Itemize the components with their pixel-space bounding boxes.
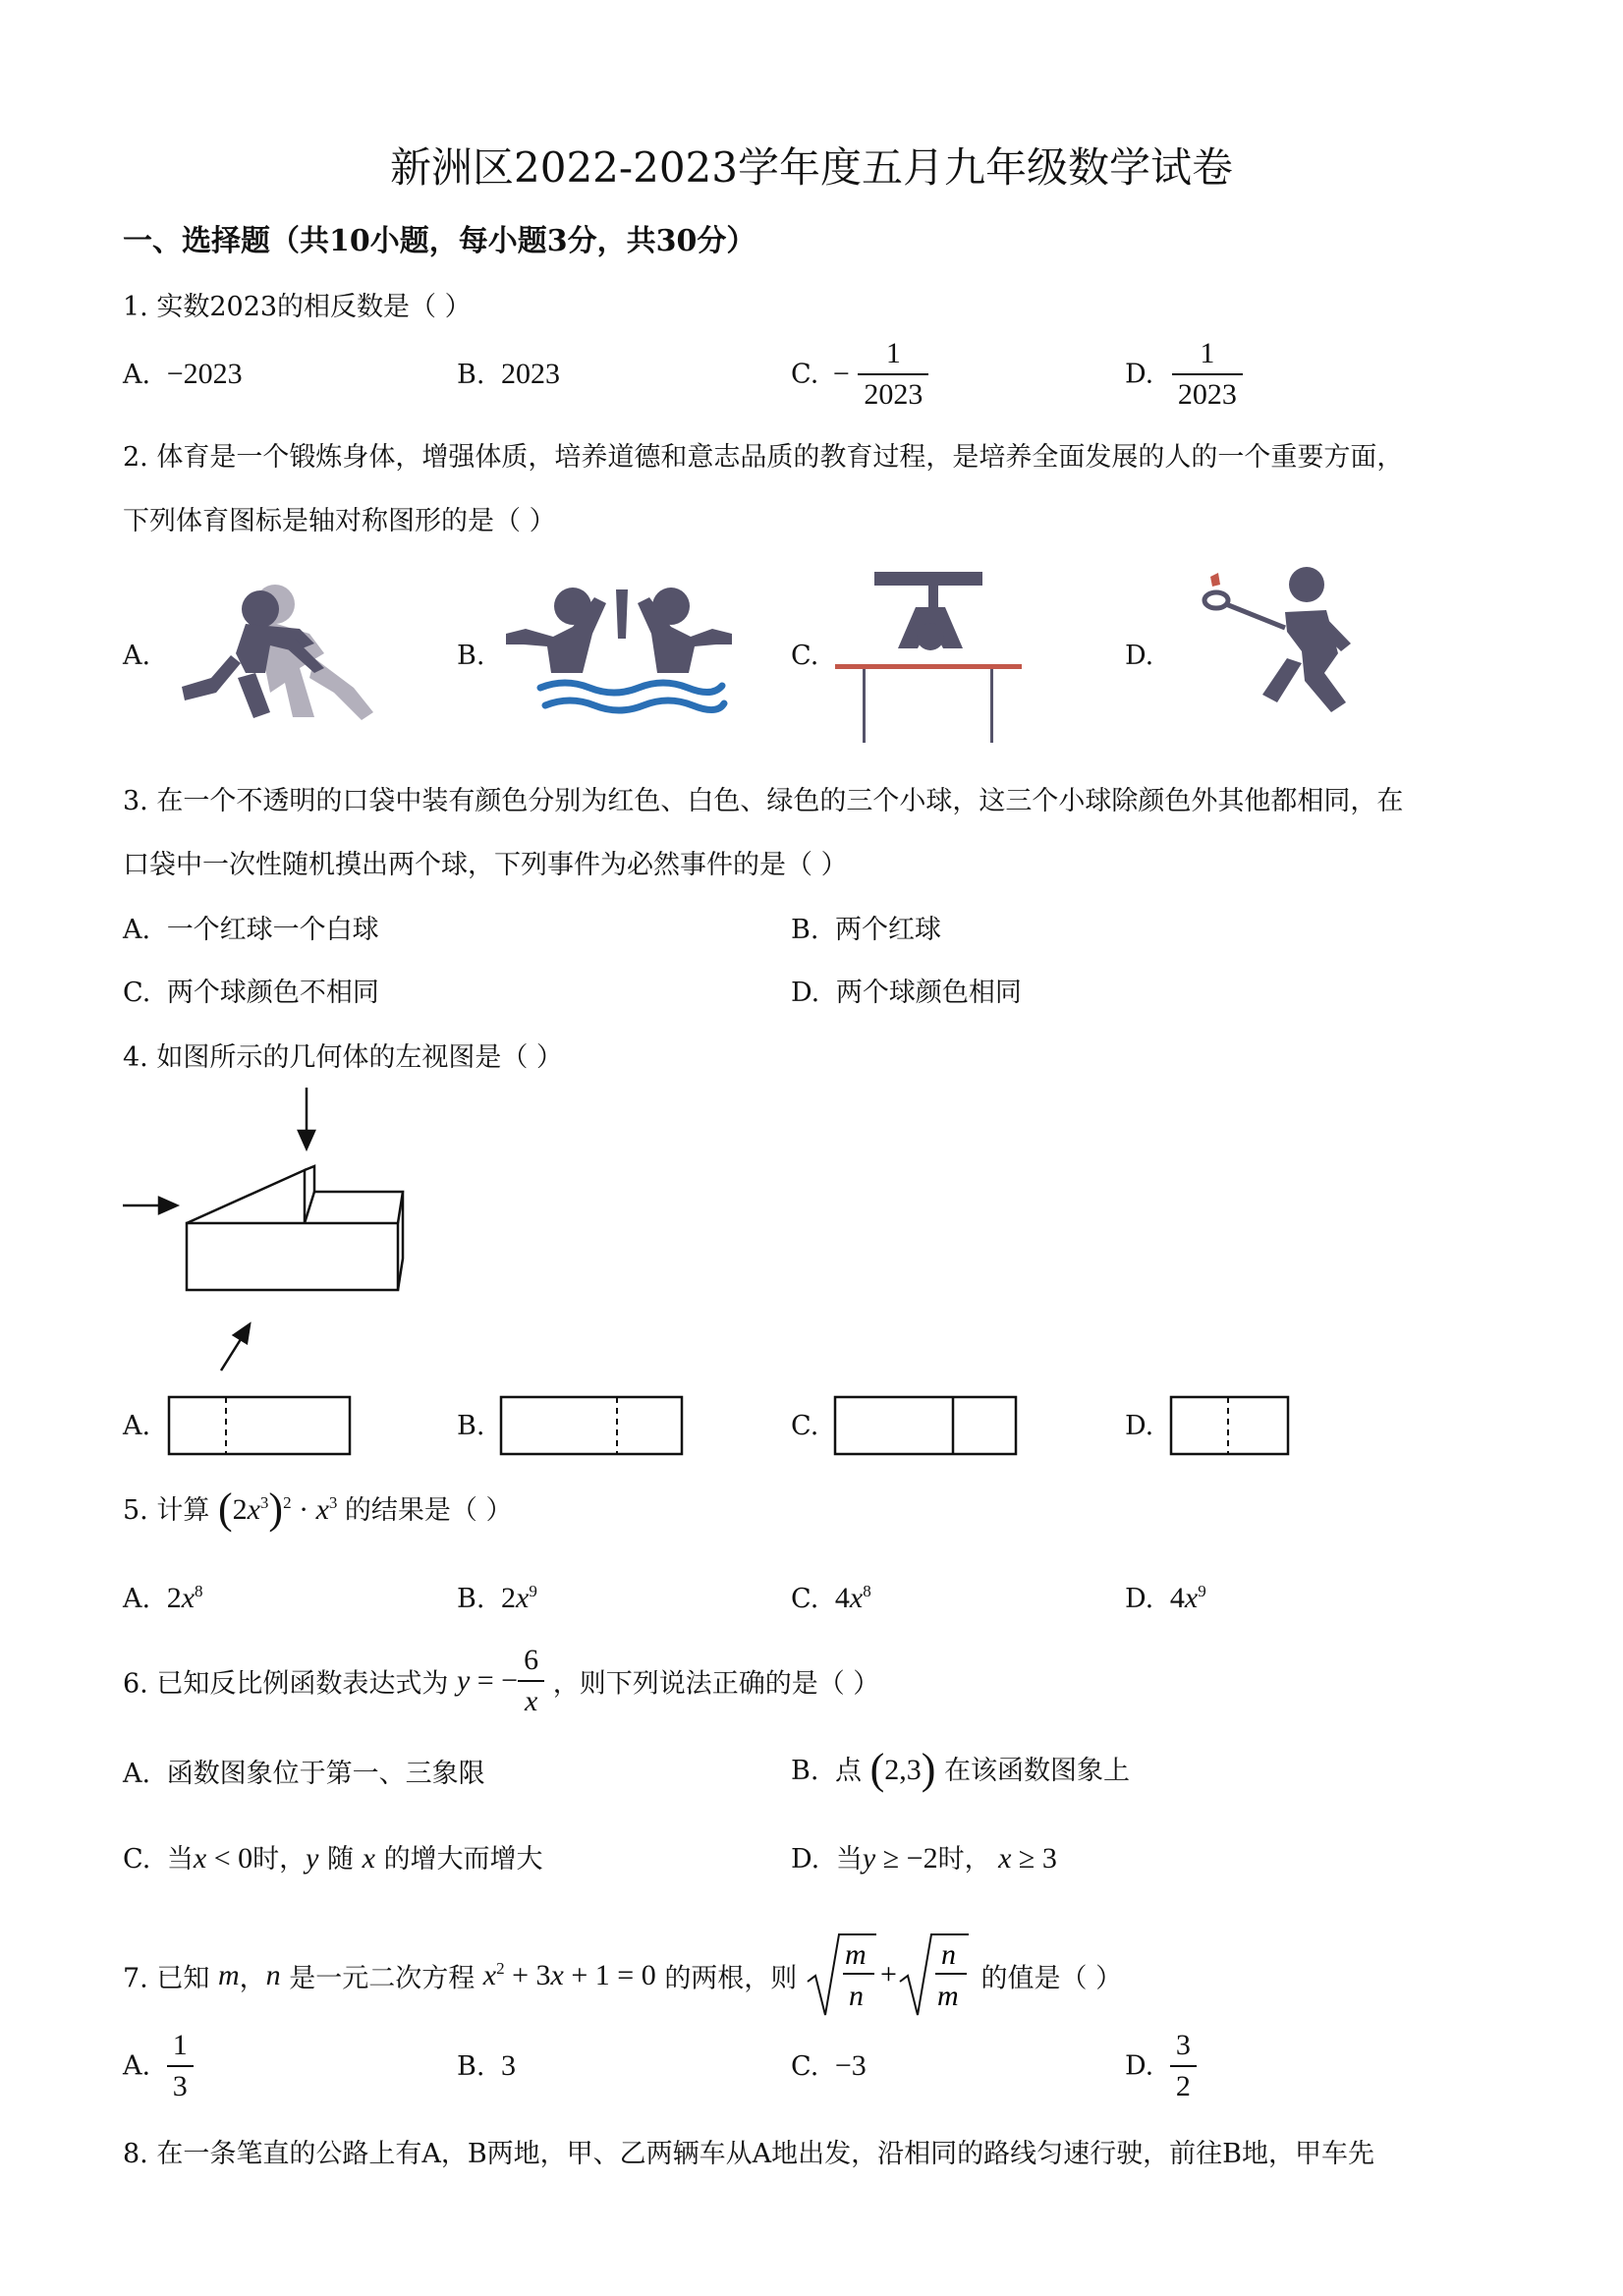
option-label: A.: [123, 1584, 151, 1614]
denominator: x: [524, 1685, 538, 1717]
denominator: 2023: [864, 378, 923, 411]
q2-option-b-label[interactable]: B.: [457, 641, 485, 671]
question-1-stem: 1. 实数2023的相反数是（ ）: [123, 292, 472, 322]
question-7-stem: 7. 已知 m，n 是一元二次方程 $x^2 + 3x + 1 = 0$ 的两根，则 m n + n m 的值是（ ）: [123, 1931, 1122, 2021]
stem-prefix: 6. 已知反比例函数表达式为: [123, 1668, 449, 1700]
q7-option-b[interactable]: [457, 2049, 516, 2083]
point: (2,3): [869, 1745, 936, 1793]
q5-option-c[interactable]: C. $4x^8$: [791, 1582, 871, 1614]
question-6-stem: [123, 1641, 879, 1721]
option-value: 2023: [501, 358, 561, 390]
q6-option-c[interactable]: C. 当x < 0时，y 随 x 的增大而增大: [123, 1842, 543, 1875]
q4-option-d-label[interactable]: D.: [1125, 1411, 1154, 1441]
question-2-stem-line2: 下列体育图标是轴对称图形的是（ ）: [123, 506, 556, 536]
denominator: 2: [1175, 2070, 1191, 2102]
page-title: 新洲区2022-2023学年度五月九年级数学试卷: [390, 143, 1233, 192]
numerator: 1: [858, 334, 928, 375]
badminton-icon[interactable]: [1169, 565, 1405, 732]
q6-option-a[interactable]: [123, 1752, 485, 1790]
question-3-stem-line1: 3. 在一个不透明的口袋中装有颜色分别为红色、白色、绿色的三个小球，这三个小球除颜色外其他都相同，在: [123, 786, 1404, 816]
q1-option-b[interactable]: [457, 358, 560, 391]
option-label: D.: [791, 978, 820, 1008]
stem-suffix: ，则下列说法正确的是（ ）: [552, 1668, 880, 1700]
option-label: A.: [123, 360, 151, 390]
option-value: 3: [501, 2049, 517, 2082]
q4-option-a-label[interactable]: A.: [123, 1411, 151, 1441]
option-text: 两个球颜色相同: [835, 978, 1022, 1008]
option-label: C.: [791, 2051, 819, 2082]
stem-prefix: 7. 已知: [123, 1963, 210, 1994]
numerator: 1: [167, 2026, 194, 2067]
q1-option-a[interactable]: [123, 358, 243, 391]
stem-mid: 是一元二次方程: [289, 1963, 476, 1994]
option-text: 当: [835, 1844, 863, 1875]
front-arrow-head: [159, 1198, 177, 1213]
option-label: C.: [123, 1844, 151, 1875]
exponent: 8: [863, 1582, 871, 1600]
numerator: 6: [518, 1641, 544, 1682]
q1-option-c[interactable]: [791, 334, 928, 415]
q4-option-b-label[interactable]: B.: [457, 1411, 485, 1441]
option-text: 两个球颜色不相同: [166, 978, 379, 1008]
coefficient: 4: [834, 1582, 850, 1614]
exponent: 8: [195, 1582, 203, 1600]
expression: $(2x^3)^2 \cdot x^3$: [217, 1484, 338, 1533]
option-label: B.: [791, 915, 819, 945]
option-label: B.: [457, 360, 485, 390]
option-text: 随: [327, 1844, 355, 1875]
q4-option-d-view[interactable]: [1169, 1395, 1292, 1458]
option-label: C.: [123, 978, 151, 1008]
option-value: −2023: [166, 358, 243, 390]
coefficient: 2: [166, 1582, 182, 1614]
option-label: B.: [457, 1584, 485, 1614]
q2-option-a-label[interactable]: A.: [123, 641, 151, 671]
fraction: [1172, 334, 1243, 415]
geometry-solid-figure: [118, 1086, 413, 1375]
question-2-stem-line1: 2. 体育是一个锻炼身体，增强体质，培养道德和意志品质的教育过程，是培养全面发展的人的一个重要方面，: [123, 442, 1404, 473]
q6-option-b[interactable]: [791, 1744, 1130, 1794]
q1-option-d[interactable]: [1125, 334, 1243, 415]
fraction: [518, 1641, 544, 1721]
wrestling-icon[interactable]: [177, 575, 378, 722]
svg-text:m: m: [844, 1938, 867, 1971]
stem-suffix: 的值是（ ）: [980, 1963, 1123, 1994]
q3-option-b[interactable]: [791, 908, 941, 946]
option-text: 函数图象位于第一、三象限: [166, 1759, 485, 1789]
q4-option-b-view[interactable]: [499, 1395, 686, 1458]
coefficient: 2: [501, 1582, 517, 1614]
numerator: 3: [1170, 2026, 1197, 2067]
option-text: 在该函数图象上: [944, 1756, 1131, 1786]
left-arrow-head: [234, 1324, 250, 1343]
option-label: A.: [123, 2050, 151, 2082]
q4-option-c-label[interactable]: C.: [791, 1411, 819, 1441]
option-label: A.: [123, 915, 151, 945]
q4-option-a-view[interactable]: [167, 1395, 354, 1458]
svg-text:n: n: [848, 1980, 864, 2012]
top-arrow-head: [299, 1131, 314, 1148]
question-8-stem: 8. 在一条笔直的公路上有A，B两地，甲、乙两辆车从A地出发，沿相同的路线匀速行驶，前往B地，甲车先: [123, 2139, 1375, 2169]
option-label: D.: [1125, 2050, 1154, 2082]
option-label: B.: [457, 2051, 485, 2082]
q5-option-b[interactable]: B. $2x^9$: [457, 1582, 537, 1614]
option-label: C.: [791, 359, 819, 390]
numerator: 1: [1172, 334, 1243, 375]
q2-option-c-label[interactable]: C.: [791, 641, 819, 671]
fraction: [167, 2026, 194, 2106]
q3-option-c[interactable]: [123, 971, 379, 1009]
swimming-icon[interactable]: [506, 580, 732, 727]
question-3-stem-line2: 口袋中一次性随机摸出两个球，下列事件为必然事件的是（ ）: [123, 850, 848, 880]
svg-text:n: n: [940, 1938, 956, 1971]
equation: $x^2 + 3x + 1 = 0$: [482, 1959, 656, 1991]
option-text: 点: [835, 1756, 863, 1786]
q7-option-c[interactable]: [791, 2049, 867, 2083]
option-label: A.: [123, 1759, 151, 1789]
sqrt-expression: [806, 1931, 973, 2021]
function-expression: y = −: [456, 1664, 519, 1697]
minus-sign: −: [832, 358, 850, 390]
option-text: 时，: [252, 1844, 307, 1875]
section-heading: 一、选择题（共10小题，每小题3分，共30分）: [123, 224, 756, 258]
q7-option-d[interactable]: [1125, 2026, 1197, 2106]
question-5-stem: [123, 1484, 513, 1534]
option-label: C.: [791, 1584, 819, 1614]
exponent: 9: [1198, 1582, 1206, 1600]
option-label: D.: [1125, 359, 1154, 390]
denominator: 3: [172, 2070, 188, 2102]
q4-option-c-view[interactable]: [833, 1395, 1020, 1458]
coefficient: 4: [1169, 1582, 1185, 1614]
option-label: D.: [1125, 1584, 1154, 1614]
option-text: 当: [166, 1844, 194, 1875]
q5-option-d[interactable]: D. $4x^9$: [1125, 1582, 1206, 1614]
point-coordinates: 2,3: [884, 1754, 922, 1786]
option-text: 的增大而增大: [383, 1844, 543, 1875]
q6-option-d[interactable]: D. 当y ≥ −2时， x ≥ 3: [791, 1842, 1057, 1875]
denominator: 2023: [1177, 378, 1237, 411]
svg-text:+: +: [879, 1958, 897, 1990]
stem-suffix: 的结果是（ ）: [344, 1495, 513, 1526]
fraction: [858, 334, 928, 415]
table-line-icon: [835, 664, 1022, 669]
option-text: 一个红球一个白球: [166, 915, 379, 945]
q7-option-a[interactable]: [123, 2026, 194, 2106]
handstand-icon[interactable]: [835, 570, 1022, 747]
q2-option-d-label[interactable]: D.: [1125, 641, 1154, 671]
q5-option-a[interactable]: A. $2x^8$: [123, 1582, 203, 1614]
stem-mid2: 的两根，则: [664, 1963, 798, 1994]
fraction: [1170, 2026, 1197, 2106]
q3-option-a[interactable]: [123, 908, 379, 946]
option-label: D.: [791, 1844, 820, 1875]
option-text: 两个红球: [835, 915, 942, 945]
question-4-stem: 4. 如图所示的几何体的左视图是（ ）: [123, 1042, 563, 1073]
exponent: 9: [529, 1582, 537, 1600]
q3-option-d[interactable]: [791, 971, 1022, 1009]
option-value: −3: [834, 2049, 867, 2082]
option-text: 时，: [937, 1844, 991, 1875]
option-label: B.: [791, 1756, 819, 1786]
stem-prefix: 5. 计算: [123, 1495, 210, 1526]
svg-text:m: m: [936, 1980, 959, 2012]
